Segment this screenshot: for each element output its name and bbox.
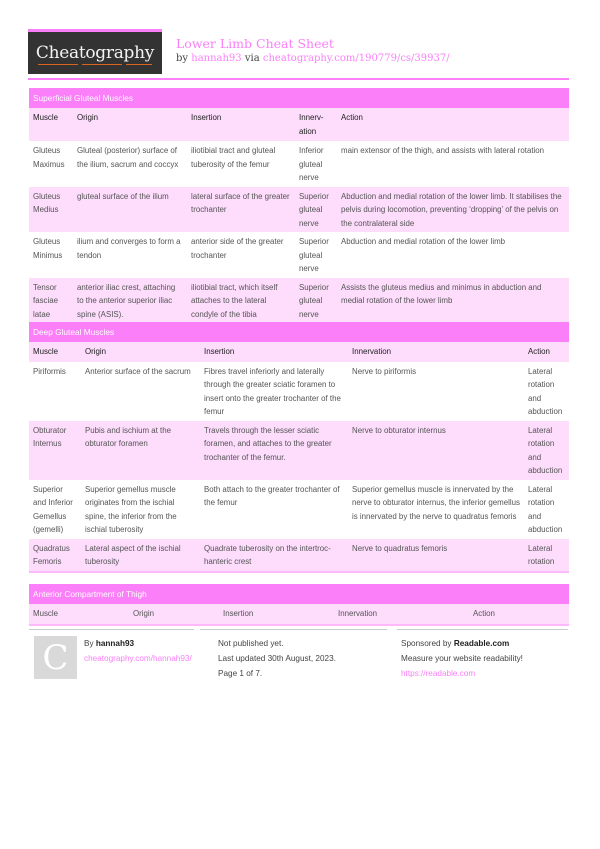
sponsor-link[interactable]: https://readable.com — [401, 669, 476, 678]
cell-insertion: iliotibial tract and gluteal tuberosity of the femur — [191, 146, 276, 169]
cell-innervation: Nerve to quadratus femoris — [348, 539, 524, 571]
cell-origin: Lateral aspect of the ischial tuberosity — [81, 539, 200, 571]
cell-muscle: Obturator Internus — [29, 421, 81, 480]
table-row — [29, 421, 569, 480]
table-row — [29, 232, 569, 278]
cell-muscle: Gluteus Maximus — [33, 146, 65, 169]
cell-insertion: Travels through the lesser sciatic foramen, and attaches to the greater trochanter of the femur. — [200, 421, 348, 480]
column-header: Muscle — [29, 604, 129, 624]
sponsor-tagline: Measure your website readability! — [401, 654, 523, 663]
section-superficial-gluteal — [29, 88, 569, 325]
table-row — [29, 539, 569, 571]
column-header: Muscle — [29, 108, 73, 141]
cell-action: Lateral rotation and abduction — [528, 484, 563, 534]
footer-author-link[interactable]: cheatography.com/hannah93/ — [84, 654, 192, 663]
cell-innervation: Superior gluteal nerve — [299, 237, 329, 273]
sponsor-name: Readable.com — [453, 639, 510, 648]
column-header: Innervation — [334, 604, 469, 624]
sheet-url-link[interactable]: cheatography.com/190779/cs/39937/ — [262, 53, 450, 64]
cell-muscle: Gluteus Medius — [29, 187, 73, 233]
published-status: Not published yet. — [218, 639, 284, 648]
table-row — [29, 187, 569, 233]
page-indicator: Page 1 of 7. — [218, 669, 263, 678]
section-title: Superficial Gluteal Muscles — [29, 88, 569, 108]
cell-muscle: Tensor fasciae latae — [29, 278, 73, 324]
header-divider — [28, 78, 569, 80]
cell-insertion: Both attach to the greater trochanter of the femur — [204, 484, 340, 507]
table-header-row — [29, 604, 569, 624]
author-avatar[interactable] — [34, 636, 77, 679]
logo-underline — [38, 64, 152, 65]
cell-insertion: iliotibial tract, which itself attaches to the lateral condyle of the tibia — [187, 278, 295, 324]
column-header: Innerv-ation — [295, 108, 337, 141]
cell-origin: Anterior surface of the sacrum — [85, 366, 191, 376]
section-anterior-thigh — [29, 584, 569, 626]
cell-action: Lateral rotation and abduction — [524, 421, 569, 480]
footer-divider — [397, 629, 568, 630]
cell-innervation: Nerve to obturator internus — [348, 421, 524, 480]
cell-innervation: Nerve to piriformis — [352, 366, 417, 376]
via-label: via — [244, 53, 260, 64]
title-block — [176, 36, 450, 66]
cell-innervation: Superior gemellus muscle is innervated by the nerve to obturator internus, the inferior gemellus is innervated by the nerve to quadratus femoris — [352, 484, 520, 521]
cell-muscle: Gluteus Minimus — [33, 237, 63, 260]
cell-origin: Superior gemellus muscle originates from the ischial spine, the inferior from the ischial tuberosity — [85, 484, 177, 534]
table-row — [29, 278, 569, 324]
column-header: Innervation — [348, 342, 524, 362]
column-header: Insertion — [200, 342, 348, 362]
column-header: Action — [337, 108, 569, 141]
footer-author-name: hannah93 — [95, 639, 135, 648]
superficial-gluteal-table — [29, 108, 569, 323]
footer-divider — [200, 629, 387, 630]
cell-origin: anterior iliac crest, attaching to the anterior superior iliac spine (ASIS). — [73, 278, 187, 324]
cell-insertion: Fibres travel inferiorly and laterally through the greater sciatic foramen to insert onto the greater trochanter of the femur — [204, 366, 341, 416]
section-divider — [29, 571, 569, 573]
logo-text: Cheatography — [35, 43, 155, 63]
column-header: Action — [469, 604, 569, 624]
section-divider — [29, 624, 569, 626]
column-header: Origin — [81, 342, 200, 362]
cell-origin: Pubis and ischium at the obturator foramen — [81, 421, 200, 480]
cell-insertion: Quadrate tuberosity on the intertroc-hanteric crest — [200, 539, 348, 571]
cell-origin: ilium and converges to form a tendon — [77, 237, 181, 260]
cell-muscle: Piriformis — [33, 366, 66, 376]
section-title: Anterior Compartment of Thigh — [29, 584, 569, 604]
footer-meta — [218, 636, 336, 681]
by-label: by — [176, 53, 189, 64]
table-row — [29, 141, 569, 187]
footer-by-label: By — [84, 639, 94, 648]
cell-innervation: Inferior gluteal nerve — [299, 146, 324, 182]
cell-innervation: Superior gluteal nerve — [295, 278, 337, 324]
cell-action: Abduction and medial rotation of the lower limb. It stabilises the pelvis during locomotion, preventing ‘dropping’ of the pelvis on the contralateral side — [337, 187, 569, 233]
table-header-row — [29, 108, 569, 141]
cell-muscle: Quadratus Femoris — [29, 539, 81, 571]
sponsor-label: Sponsored by — [401, 639, 452, 648]
table-row — [29, 480, 569, 539]
column-header: Origin — [73, 108, 187, 141]
cell-action: Assists the gluteus medius and minimus in abduction and medial rotation of the lower limb — [337, 278, 569, 324]
cell-action: Lateral rotation and abduction — [528, 366, 563, 416]
section-deep-gluteal — [29, 322, 569, 573]
last-updated: Last updated 30th August, 2023. — [218, 654, 336, 663]
footer-sponsor — [401, 636, 523, 681]
deep-gluteal-table — [29, 342, 569, 571]
sheet-title[interactable]: Lower Limb Cheat Sheet — [176, 36, 334, 51]
footer-divider — [29, 629, 194, 630]
column-header: Muscle — [29, 342, 81, 362]
avatar-letter: C — [42, 637, 69, 678]
cell-action: Lateral rotation — [524, 539, 569, 571]
cell-insertion: lateral surface of the greater trochanter — [187, 187, 295, 233]
cell-origin: gluteal surface of the ilium — [73, 187, 187, 233]
column-header: Insertion — [187, 108, 295, 141]
table-row — [29, 362, 569, 421]
cell-action: Abduction and medial rotation of the lower limb — [341, 237, 506, 246]
cell-origin: Gluteal (posterior) surface of the ilium, sacrum and coccyx — [77, 146, 179, 169]
cell-muscle: Superior and Inferior Gemellus (gemelli) — [33, 484, 73, 534]
section-title: Deep Gluteal Muscles — [29, 322, 569, 342]
cell-innervation: Superior gluteal nerve — [295, 187, 337, 233]
byline — [176, 52, 450, 66]
footer-author — [84, 636, 192, 666]
cheatography-logo[interactable] — [28, 29, 162, 74]
column-header: Insertion — [219, 604, 334, 624]
table-header-row — [29, 342, 569, 362]
author-link[interactable]: hannah93 — [191, 53, 242, 64]
anterior-thigh-table — [29, 604, 569, 624]
column-header: Action — [524, 342, 569, 362]
column-header: Origin — [129, 604, 219, 624]
cell-action: main extensor of the thigh, and assists with lateral rotation — [341, 146, 545, 155]
cell-insertion: anterior side of the greater trochanter — [191, 237, 284, 260]
